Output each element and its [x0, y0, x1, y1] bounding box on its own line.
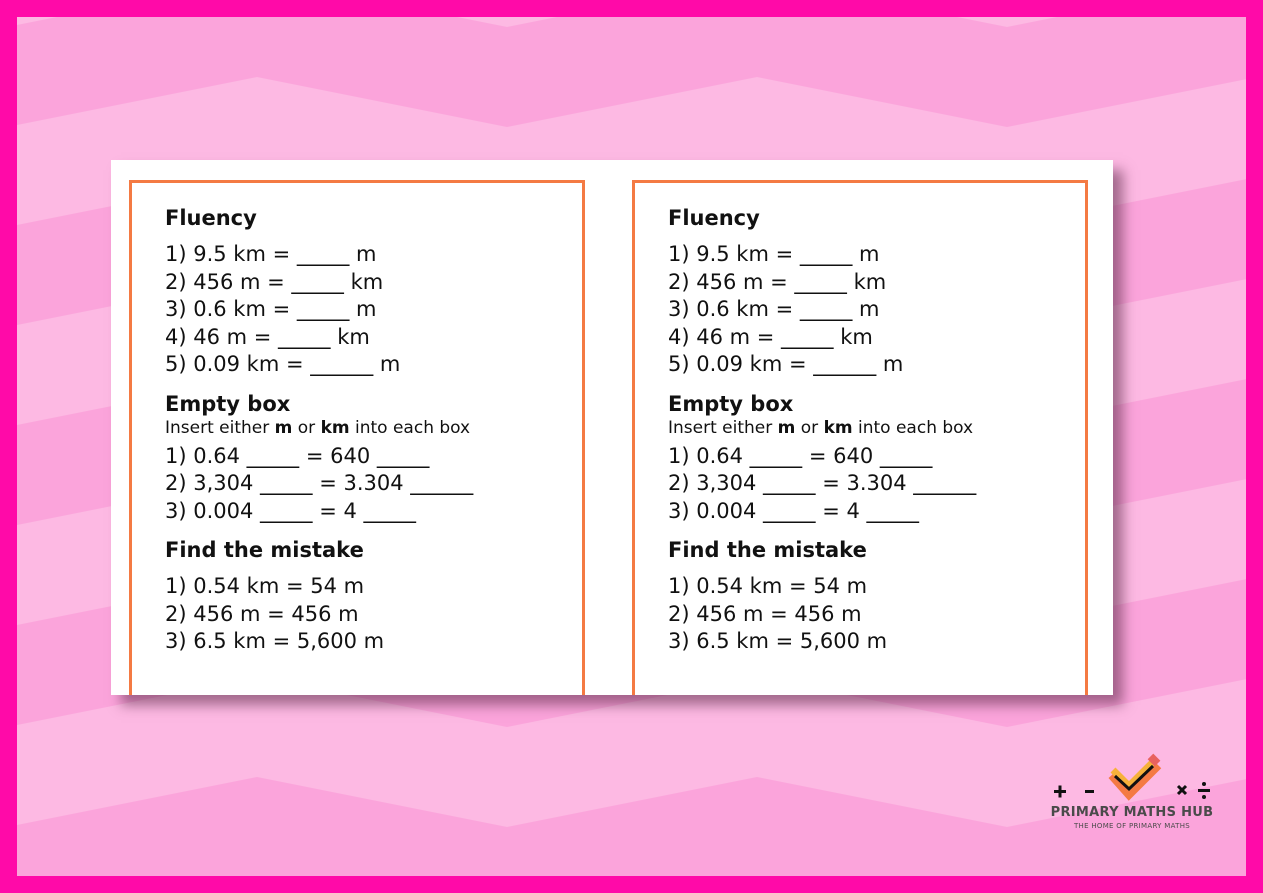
question: 5) 0.09 km = ______ m	[668, 352, 904, 376]
question: 4) 46 m = _____ km	[668, 324, 873, 349]
section-title: Fluency	[165, 206, 257, 230]
instruction-part: into each box	[349, 417, 471, 438]
question: 5) 0.09 km = ______ m	[165, 352, 401, 376]
brand-tagline: THE HOME OF PRIMARY MATHS	[1073, 822, 1191, 830]
section-fluency	[668, 205, 976, 379]
question: 1) 0.64 _____ = 640 _____	[668, 443, 933, 468]
instruction-part: m	[777, 417, 796, 438]
section-find-the-mistake	[165, 537, 473, 656]
section-instruction	[668, 417, 976, 439]
question: 1) 9.5 km = _____ m	[165, 242, 377, 266]
question: 3) 0.004 _____ = 4 _____	[668, 498, 920, 523]
times-icon	[1178, 786, 1186, 794]
pencil-check-icon	[1113, 754, 1160, 792]
worksheet-card	[129, 180, 585, 695]
question: 3) 0.6 km = _____ m	[668, 297, 880, 321]
question: 2) 456 m = 456 m	[165, 601, 359, 626]
section-find-the-mistake	[668, 537, 976, 656]
question: 3) 0.6 km = _____ m	[165, 297, 377, 321]
instruction-part: km	[320, 417, 350, 438]
instruction-part: m	[274, 417, 293, 438]
question: 2) 3,304 _____ = 3.304 ______	[668, 471, 977, 495]
section-instruction	[165, 417, 473, 439]
section-fluency	[165, 205, 473, 379]
instruction-part: Insert either	[165, 417, 275, 438]
worksheet-card	[632, 180, 1088, 695]
question: 2) 3,304 _____ = 3.304 ______	[165, 471, 474, 495]
section-title: Fluency	[668, 206, 760, 230]
card-content	[165, 205, 473, 668]
minus-icon	[1085, 790, 1094, 793]
question: 1) 0.54 km = 54 m	[165, 574, 365, 598]
worksheet-paper	[111, 160, 1113, 695]
instruction-part: or	[292, 417, 321, 438]
question: 2) 456 m = 456 m	[668, 601, 862, 626]
section-title: Find the mistake	[668, 538, 867, 562]
instruction-part: km	[823, 417, 853, 438]
question: 2) 456 m = _____ km	[165, 269, 384, 294]
question: 1) 9.5 km = _____ m	[668, 242, 880, 266]
section-empty-box	[165, 391, 473, 526]
section-empty-box	[668, 391, 976, 526]
divide-icon	[1198, 782, 1210, 799]
instruction-part: into each box	[852, 417, 974, 438]
brand-name: PRIMARY MATHS HUB	[1050, 805, 1214, 820]
instruction-part: Insert either	[668, 417, 778, 438]
question: 2) 456 m = _____ km	[668, 269, 887, 294]
question: 3) 6.5 km = 5,600 m	[668, 629, 888, 653]
question: 4) 46 m = _____ km	[165, 324, 370, 349]
section-title: Empty box	[165, 391, 291, 416]
question: 1) 0.64 _____ = 640 _____	[165, 443, 430, 468]
question: 3) 0.004 _____ = 4 _____	[165, 498, 417, 523]
card-content	[668, 205, 976, 668]
primary-maths-hub-logo	[1045, 752, 1220, 832]
question: 3) 6.5 km = 5,600 m	[165, 629, 385, 653]
question: 1) 0.54 km = 54 m	[668, 574, 868, 598]
section-title: Find the mistake	[165, 538, 364, 562]
section-title: Empty box	[668, 391, 794, 416]
plus-icon	[1054, 786, 1066, 798]
instruction-part: or	[795, 417, 824, 438]
